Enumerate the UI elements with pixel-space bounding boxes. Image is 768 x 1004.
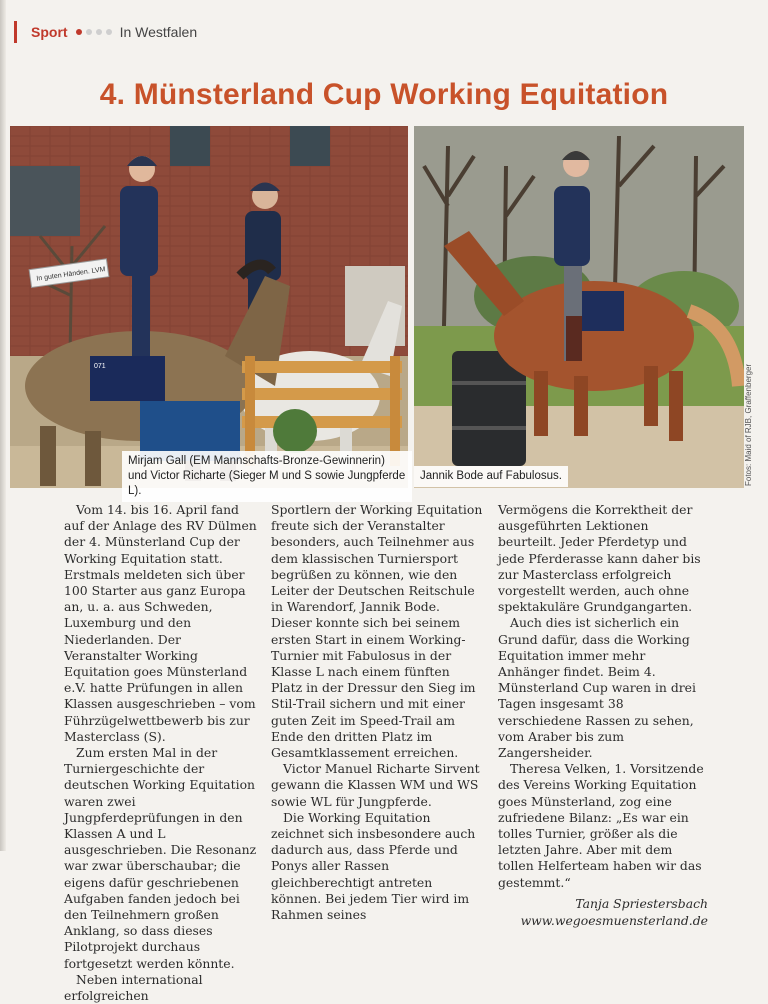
dot — [96, 29, 102, 35]
paragraph: Die Working Equitation zeichnet sich insbesondere auch dadurch aus, dass Pferde und Ponys aller Rassen gleichberechtigt antreten können. Bei jedem Tier wird im Rahmen seines — [271, 809, 476, 923]
banner-text: In guten Händen. LVM — [36, 266, 106, 283]
paragraph: Vermögens die Korrektheit der ausgeführten Lektionen beurteilt. Jeder Pferdetyp und jede Pferderasse kann daher bis zur Masterclass erfolgreich vorgestellt werden, auch ohne spektakuläre Grundgangarten. — [498, 502, 701, 615]
paragraph: Zum ersten Mal in der Turniergeschichte der deutschen Working Equitation waren zwei Jungpferdeprüfungen in den Klassen A und L ausgeschrieben. Die Resonanz war zwar überschaubar; die eigens dafür geschriebenen Aufgaben fanden jedoch bei den Teilnehmern großen Anklang, so dass dieses Pilotprojekt durchaus fortgesetzt werden könnte. — [64, 745, 257, 971]
photo-riders-duo-image — [10, 126, 408, 488]
svg-text:071: 071 — [94, 363, 106, 370]
paragraph: Vom 14. bis 16. April fand auf der Anlage des RV Dülmen der 4. Münsterland Cup der Working Equitation statt. Erstmals meldeten sich über 100 Starter aus ganz Europa an, u. a. aus Schweden, Luxemburg und den Niederlanden. Der Veranstalter Working Equitation goes Münsterland e.V. hatte Prüfungen in allen Klassen ausgeschrieben – vom Führzügelwettbewerb bis zur Masterclass (S). — [64, 502, 257, 744]
page-indicator-dots — [76, 29, 112, 35]
photo-caption-left: Mirjam Gall (EM Mannschafts-Bronze-Gewinnerin) und Victor Richarte (Sieger M und S sowie Jungpferde L). — [122, 451, 412, 502]
article-headline: 4. Münsterland Cup Working Equitation — [99, 78, 669, 111]
paragraph: Theresa Velken, 1. Vorsitzende des Vereins Working Equitation goes Münsterland, zog eine zufriedene Bilanz: „Es war ein tolles Turnier, größer als die letzten Jahre. Aber mit dem tollen Helferteam haben wir das gestemmt.“ — [498, 761, 704, 890]
region-label: In Westfalen — [119, 24, 198, 40]
photo-rider-fabulosus — [414, 126, 744, 488]
article-signature — [498, 895, 708, 929]
website-link[interactable]: www.wegoesmuensterland.de — [520, 912, 708, 928]
photo-credit-text: Fotos: Maid of RJB, Graffenberger — [744, 363, 753, 486]
paragraph: Victor Manuel Richarte Sirvent gewann die Klassen WM und WS sowie WL für Jungpferde. — [271, 761, 480, 809]
section-accent-bar — [14, 21, 17, 43]
article-column-3 — [498, 502, 708, 929]
photo-caption-right: Jannik Bode auf Fabulosus. — [414, 466, 568, 487]
section-label: Sport — [31, 24, 68, 40]
dot-active — [76, 29, 82, 35]
article-column-2 — [271, 502, 483, 923]
photo-riders-duo — [10, 126, 408, 488]
article-column-1 — [64, 502, 261, 1004]
paragraph: Sportlern der Working Equitation freute sich der Veranstalter besonders, auch Teilnehmer aus dem klassischen Turniersport begrüßen zu können, wie den Leiter der Deutschen Reitschule in Warendorf, Jannik Bode. Dieser konnte sich bei seinem ersten Start in einem Working-Turnier mit Fabulosus in der Klasse L nach einem fünften Platz in der Dressur den Sieg im Stil-Trail sichern und mit einer guten Zeit im Speed-Trail am Ende den dritten Platz im Gesamtklassement erreichen. — [271, 502, 483, 761]
page-edge — [0, 0, 6, 851]
paragraph: Neben international erfolgreichen — [64, 971, 203, 1004]
author-name: Tanja Spriestersbach — [575, 895, 708, 911]
dot — [86, 29, 92, 35]
photo-rider-fabulosus-image — [414, 126, 744, 488]
section-header — [14, 20, 197, 44]
paragraph: Auch dies ist sicherlich ein Grund dafür, dass die Working Equitation immer mehr Anhänger findet. Beim 4. Münsterland Cup waren in drei Tagen insgesamt 38 verschiedene Rassen zu sehen, vom Araber bis zum Zangersheider. — [498, 615, 696, 761]
dot — [106, 29, 112, 35]
